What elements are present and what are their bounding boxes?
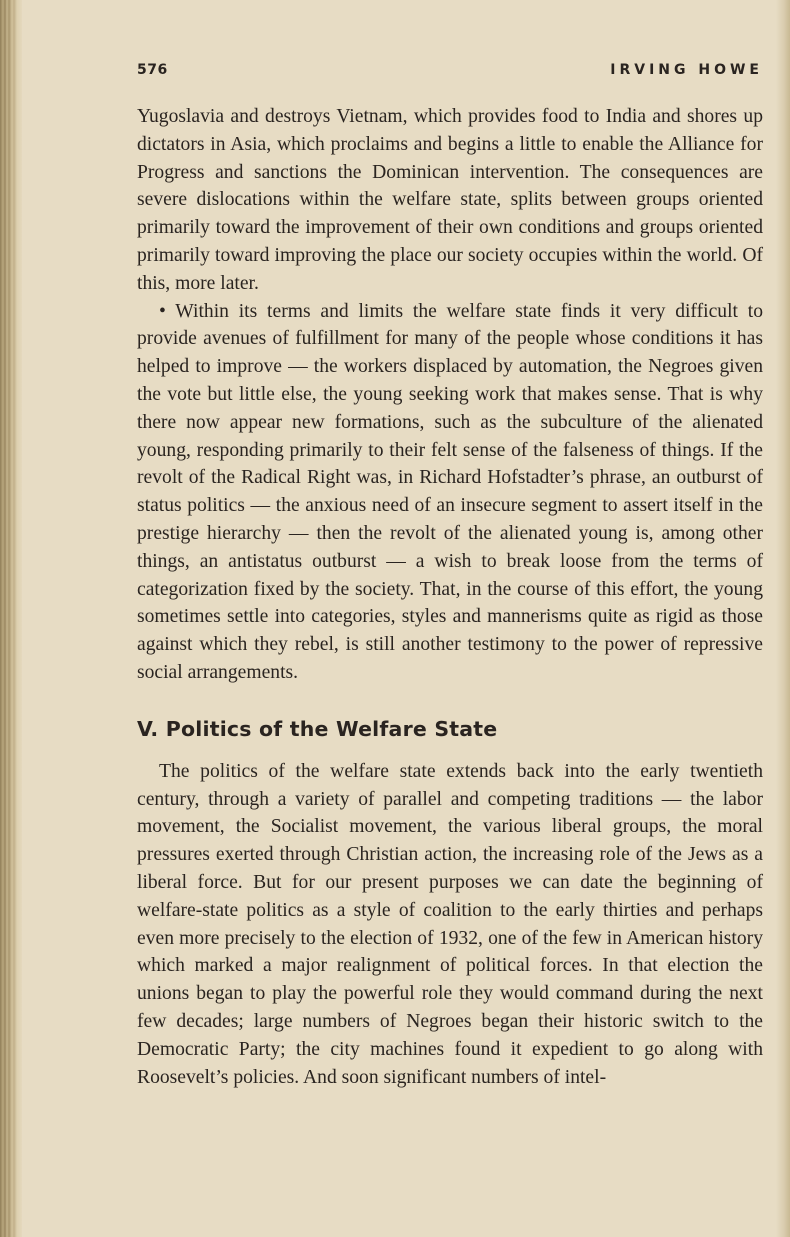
page-edge	[776, 0, 790, 1237]
page-body	[137, 103, 763, 1091]
book-gutter	[0, 0, 22, 1237]
body-paragraph: • Within its terms and limits the welfare state finds it very difficult to provide avenues of fulfillment for many of the people whose conditions it has helped to improve — the workers displaced by automation, the Negroes given the vote but little else, the young seeking work that makes sense. That is why there now appear new formations, such as the subculture of the alienated young, responding primarily to their felt sense of the falseness of things. If the revolt of the Radical Right was, in Richard Hofstadter’s phrase, an outburst of status politics — the anxious need of an insecure segment to assert itself in the prestige hierarchy — then the revolt of the alienated young is, among other things, an antistatus outburst — a wish to break loose from the terms of categorization fixed by the society. That, in the course of this effort, the young sometimes settle into categories, styles and mannerisms quite as rigid as those against which they rebel, is still another testimony to the power of repressive social arrangements.	[137, 300, 763, 683]
page-number: 576	[137, 62, 168, 78]
section-heading: V. Politics of the Welfare State	[137, 716, 498, 741]
page-header	[137, 62, 763, 86]
body-paragraph: The politics of the welfare state extends back into the early twentieth century, through a variety of parallel and competing traditions — the labor movement, the Socialist movement, the various liberal groups, the moral pressures exerted through Christian action, the increasing role of the Jews as a liberal force. But for our present purposes we can date the beginning of welfare-state politics as a style of coalition to the early thirties and perhaps even more precisely to the election of 1932, one of the few in American history which marked a major realignment of political forces. In that election the unions began to play the powerful role they would command during the next few decades; large numbers of Negroes began their historic switch to the Democratic Party; the city machines found it expedient to go along with Roosevelt’s policies. And soon significant numbers of intel-	[137, 760, 763, 1088]
body-paragraph: Yugoslavia and destroys Vietnam, which provides food to India and shores up dictators in Asia, which proclaims and begins a little to enable the Alliance for Progress and sanctions the Dominican intervention. The consequences are severe dislocations within the welfare state, splits between groups oriented primarily toward the improvement of their own conditions and groups oriented primarily toward improving the place our society occupies within the world. Of this, more later.	[137, 106, 763, 294]
running-head: IRVING HOWE	[610, 62, 763, 78]
